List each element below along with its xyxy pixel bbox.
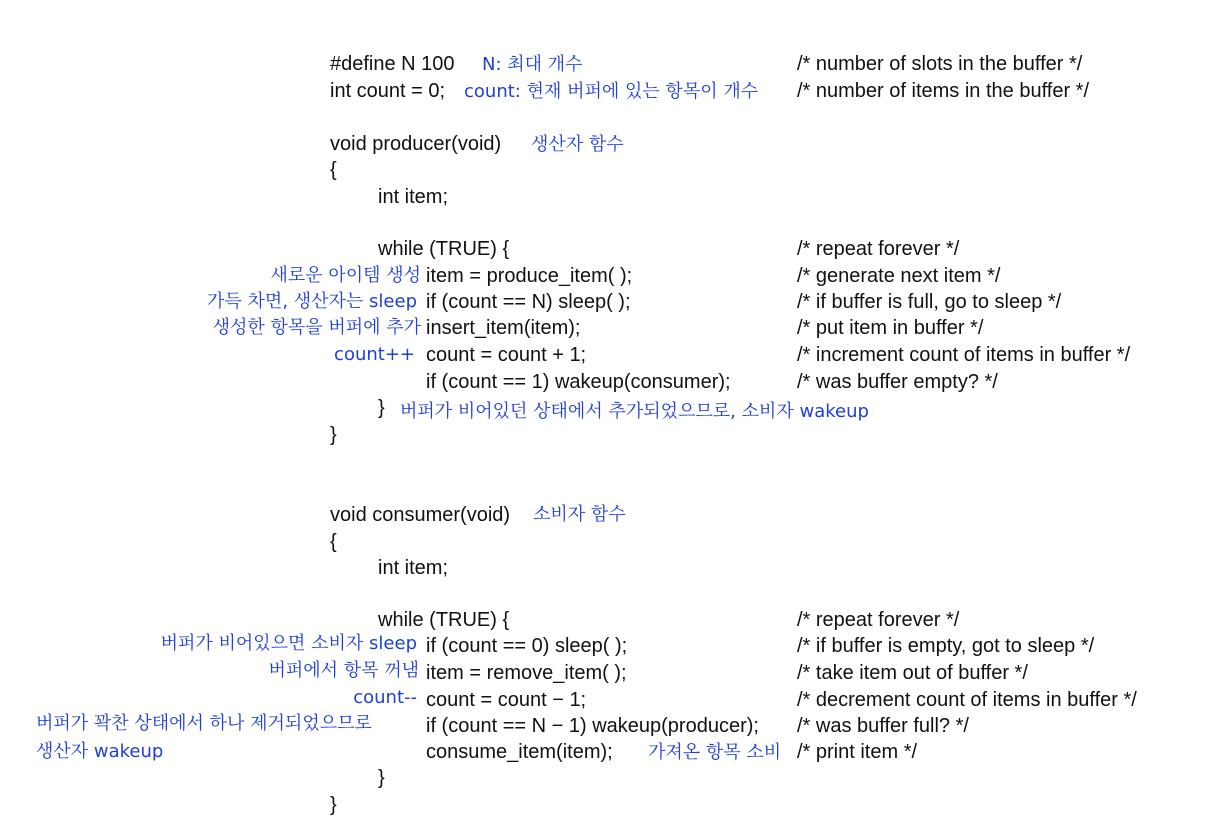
count-decl-note: count: 현재 버퍼에 있는 항목이 개수 — [464, 81, 759, 102]
producer-produce: item = produce_item( ); — [426, 265, 633, 287]
consumer-consume-note: 가져온 항목 소비 — [648, 742, 782, 763]
consumer-sleep: if (count == 0) sleep( ); — [426, 635, 628, 657]
consumer-decrement-comment: /* decrement count of items in buffer */ — [797, 689, 1137, 711]
consumer-wakeup-note: 버퍼가 꽉찬 상태에서 하나 제거되었으므로 — [36, 713, 372, 734]
consumer-sleep-note: 버퍼가 비어있으면 소비자 sleep — [160, 633, 417, 654]
producer-wakeup-comment: /* was buffer empty? */ — [797, 371, 998, 393]
producer-while: while (TRUE) { — [378, 238, 510, 260]
consumer-while-comment: /* repeat forever */ — [797, 609, 960, 631]
producer-item-decl: int item; — [378, 186, 449, 208]
producer-insert-comment: /* put item in buffer */ — [797, 317, 984, 339]
consumer-remove: item = remove_item( ); — [426, 662, 627, 684]
consumer-signature-note: 소비자 함수 — [533, 504, 626, 525]
consumer-item-decl: int item; — [378, 557, 449, 579]
producer-while-comment: /* repeat forever */ — [797, 238, 960, 260]
producer-signature: void producer(void) — [330, 133, 502, 155]
producer-increment-note: count++ — [334, 344, 415, 365]
producer-produce-note: 새로운 아이템 생성 — [270, 265, 421, 286]
consumer-sleep-comment: /* if buffer is empty, got to sleep */ — [797, 635, 1095, 657]
define-note: N: 최대 개수 — [482, 54, 583, 75]
define-code: #define N 100 — [330, 53, 455, 75]
consumer-remove-comment: /* take item out of buffer */ — [797, 662, 1028, 684]
producer-open-brace: { — [330, 159, 337, 181]
consumer-while: while (TRUE) { — [378, 609, 510, 631]
producer-wakeup-note: 버퍼가 비어있던 상태에서 추가되었으므로, 소비자 wakeup — [400, 401, 869, 422]
producer-increment: count = count + 1; — [426, 344, 587, 366]
consumer-decrement: count = count − 1; — [426, 689, 587, 711]
producer-insert: insert_item(item); — [426, 317, 581, 339]
producer-sleep-note: 가득 차면, 생산자는 sleep — [207, 291, 417, 312]
producer-signature-note: 생산자 함수 — [531, 134, 624, 155]
count-decl-code: int count = 0; — [330, 80, 446, 102]
consumer-wakeup: if (count == N − 1) wakeup(producer); — [426, 715, 759, 737]
consumer-remove-note: 버퍼에서 항목 꺼냄 — [268, 660, 419, 681]
producer-close-brace: } — [330, 424, 337, 446]
consumer-while-close: } — [378, 767, 385, 789]
producer-while-close: } — [378, 397, 385, 419]
consumer-signature: void consumer(void) — [330, 504, 511, 526]
producer-sleep-comment: /* if buffer is full, go to sleep */ — [797, 291, 1062, 313]
consumer-decrement-note: count-- — [353, 687, 417, 708]
producer-produce-comment: /* generate next item */ — [797, 265, 1001, 287]
producer-sleep: if (count == N) sleep( ); — [426, 291, 631, 313]
count-decl-comment: /* number of items in the buffer */ — [797, 80, 1090, 102]
consumer-wakeup-comment: /* was buffer full? */ — [797, 715, 969, 737]
consumer-consume: consume_item(item); — [426, 741, 613, 763]
consumer-open-brace: { — [330, 531, 337, 553]
producer-increment-comment: /* increment count of items in buffer */ — [797, 344, 1131, 366]
consumer-close-brace: } — [330, 794, 337, 816]
consumer-wakeup-note-2: 생산자 wakeup — [36, 741, 164, 762]
producer-wakeup: if (count == 1) wakeup(consumer); — [426, 371, 731, 393]
producer-insert-note: 생성한 항목을 버퍼에 추가 — [212, 317, 421, 338]
define-comment: /* number of slots in the buffer */ — [797, 53, 1083, 75]
consumer-consume-comment: /* print item */ — [797, 741, 918, 763]
